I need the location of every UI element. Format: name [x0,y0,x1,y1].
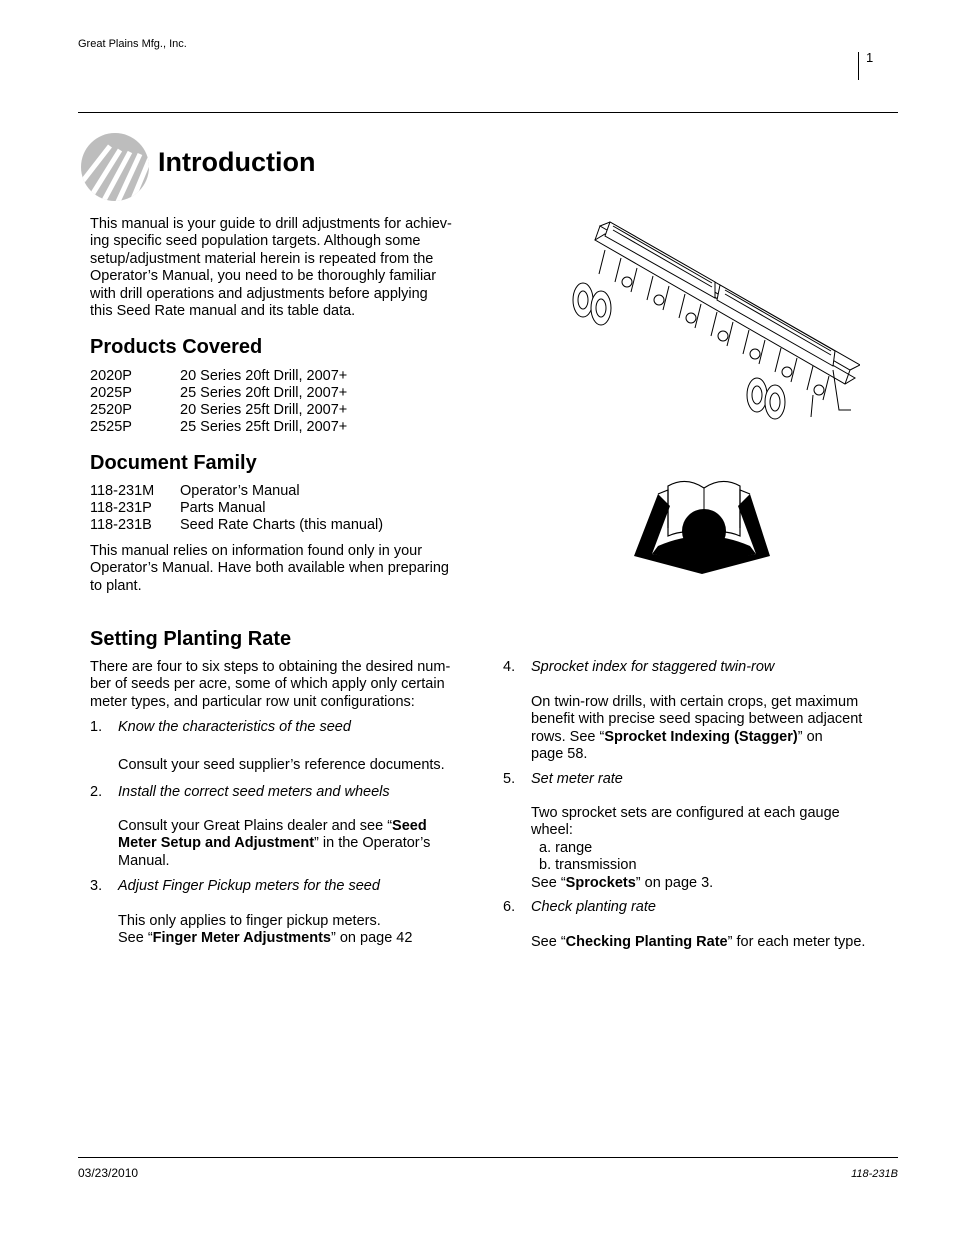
product-code: 2020P [90,368,132,384]
step-text: wheel: [531,822,573,839]
step-title: Set meter rate [531,771,623,787]
step-text: ” in the Operator’s [314,835,431,852]
doc-code: 118-231M [90,483,155,499]
intro-line: This manual is your guide to drill adjustments for achiev- [90,216,452,232]
step-text: Manual. [118,852,170,869]
step-body [531,694,891,764]
intro-line: ing specific seed population targets. Although some [90,233,421,250]
doc-code: 118-231B [90,517,152,533]
intro-line: with drill operations and adjustments before applying [90,285,428,302]
step-link-text: Meter Setup and Adjustment [118,835,315,852]
planting-intro-line: There are four to six steps to obtaining the desired num- [90,659,451,675]
step-text: See “ [118,930,153,947]
step-text: ” on page 3. [635,874,714,891]
read-manual-icon [628,476,778,581]
step-subitem: a. range [539,839,593,856]
doc-desc: Seed Rate Charts (this manual) [180,517,384,533]
intro-line: setup/adjustment material herein is repeated from the [90,250,434,267]
footer-doc-number: 118-231B [851,1168,898,1180]
product-code: 2520P [90,402,132,418]
note-line: This manual relies on information found only in your [90,543,423,559]
step-text: ” for each meter type. [727,934,866,950]
drill-illustration [565,220,860,430]
page-number-divider [858,52,859,80]
note-line: Operator’s Manual. Have both available when preparing [90,560,449,577]
docfamily-heading: Document Family [90,452,257,474]
header-rule [78,112,898,113]
note-line: to plant. [90,577,142,594]
step-number: 3. [90,878,103,894]
step-link-text: Sprocket Indexing (Stagger) [604,728,798,745]
step-title: Check planting rate [531,899,656,915]
products-heading: Products Covered [90,336,263,358]
intro-line: Operator’s Manual, you need to be thoroughly familiar [90,268,437,285]
intro-paragraph [90,216,490,320]
step-body [531,805,891,892]
step-title: Adjust Finger Pickup meters for the seed [118,878,380,894]
step-body [118,913,478,948]
footer-rule [78,1157,898,1158]
step-number: 5. [503,771,516,787]
step-link-text: Seed [392,818,427,834]
step-link-text: Sprockets [565,874,636,891]
planting-heading: Setting Planting Rate [90,628,292,650]
step-title: Know the characteristics of the seed [118,719,351,735]
doc-desc: Operator’s Manual [180,483,300,499]
product-desc: 25 Series 20ft Drill, 2007+ [180,385,348,401]
step-link-text: Finger Meter Adjustments [152,930,331,947]
step-title: Install the correct seed meters and wheels [118,784,390,800]
step-number: 1. [90,719,103,735]
step-number: 2. [90,784,103,800]
doc-desc: Parts Manual [180,500,266,516]
footer-date: 03/23/2010 [78,1166,139,1180]
step-text: ” on page 42 [331,930,413,947]
company-name: Great Plains Mfg., Inc. [78,38,187,50]
product-desc: 20 Series 20ft Drill, 2007+ [180,368,348,384]
intro-line: this Seed Rate manual and its table data. [90,303,356,320]
step-title: Sprocket index for staggered twin-row [531,659,775,675]
step-body [118,818,478,870]
step-link-text: Checking Planting Rate [565,934,728,950]
product-desc: 20 Series 25ft Drill, 2007+ [180,402,348,418]
step-text: See “ [531,934,566,950]
page-number: 1 [866,50,874,65]
great-plains-logo-icon [80,132,150,207]
doc-code: 118-231P [90,500,152,516]
planting-intro-line: ber of seeds per acre, some of which apply only certain [90,676,445,693]
step-text: This only applies to finger pickup meters. [118,913,381,929]
step-text: benefit with precise seed spacing between adjacent [531,711,863,728]
step-text: page 58. [531,746,588,763]
step-body [531,934,865,951]
step-text: Two sprocket sets are configured at each gauge [531,805,840,821]
step-text: Consult your Great Plains dealer and see “ [118,818,393,834]
step-text: On twin-row drills, with certain crops, get maximum [531,694,859,710]
step-text: See “ [531,874,566,891]
product-code: 2025P [90,385,132,401]
step-number: 6. [503,899,516,915]
step-text: ” on [797,728,823,745]
step-text: rows. See “ [531,728,605,745]
product-code: 2525P [90,419,132,435]
page-title: Introduction [158,147,316,177]
step-body: Consult your seed supplier’s reference documents. [118,757,445,773]
planting-intro-line: meter types, and particular row unit configurations: [90,693,415,710]
step-number: 4. [503,659,516,675]
product-desc: 25 Series 25ft Drill, 2007+ [180,419,348,435]
docfamily-note [90,543,490,595]
planting-intro [90,659,490,711]
step-subitem: b. transmission [539,857,637,874]
